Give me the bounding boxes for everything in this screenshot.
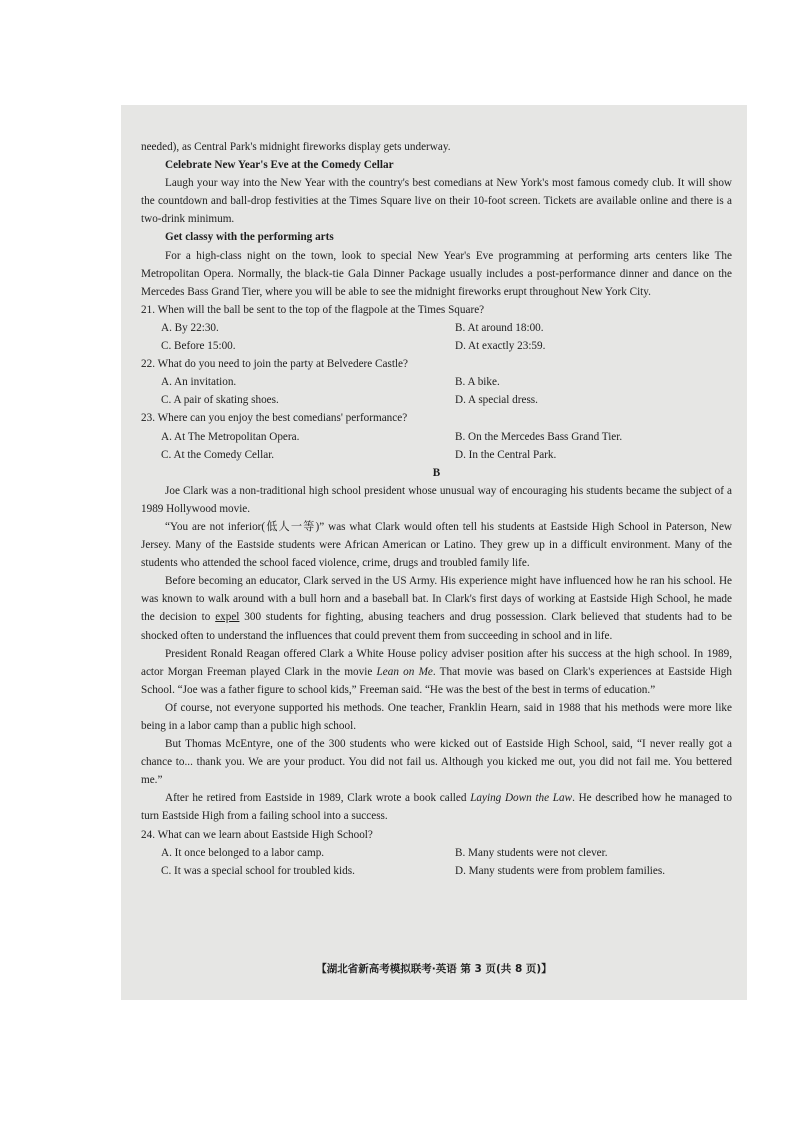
option-c: C. It was a special school for troubled kids. xyxy=(161,864,355,877)
heading-performing-arts: Get classy with the performing arts xyxy=(165,231,334,244)
movie-title: Lean on Me xyxy=(376,665,433,678)
heading-comedy-cellar: Celebrate New Year's Eve at the Comedy Cellar xyxy=(165,159,394,172)
option-b: B. On the Mercedes Bass Grand Tier. xyxy=(455,430,623,443)
option-b: B. A bike. xyxy=(455,376,500,389)
passage-b-paragraph-2: “You are not inferior(低人一等)” was what Clark would often tell his students at Eastside High School in Paterson, New Jersey. Many of the Eastside students were African American or Latino. They grew up in a difficult environment. Many of the students who attended the school faced violence, crime, drugs and troubled family life. xyxy=(141,520,732,570)
passage-b-paragraph-3 xyxy=(141,572,732,644)
option-d: D. Many students were from problem families. xyxy=(455,864,666,877)
question-22 xyxy=(141,355,732,409)
option-grid xyxy=(141,428,732,464)
paragraph-comedy-cellar: Laugh your way into the New Year with the country's best comedians at New York's most famous comedy club. It will show the countdown and ball-drop festivities at the Times Square live on their 10-foot screen. Tickets are available online and there is a two-drink minimum. xyxy=(141,177,732,226)
option-a: A. By 22:30. xyxy=(161,321,219,334)
option-b: B. At around 18:00. xyxy=(455,321,544,334)
page-footer: 【湖北省新高考模拟联考·英语 第 3 页(共 8 页)】 xyxy=(316,963,552,975)
option-grid xyxy=(141,319,732,355)
book-title: Laying Down the Law xyxy=(470,792,573,805)
question-stem: 22. What do you need to join the party at Belvedere Castle? xyxy=(141,358,408,371)
text-run: President Ronald Reagan offered Clark a White House policy adviser position after his success at the high school. In 1989, actor Morgan Freeman played Clark in the movie xyxy=(141,647,732,678)
passage-b-paragraph-6: But Thomas McEntyre, one of the 300 students who were kicked out of Eastside High School, said, “I never really got a chance to... thank you. We are your product. You did not fail us. Although you kicked me out, you did not fail me. You bettered me.” xyxy=(141,738,732,787)
option-a: A. At The Metropolitan Opera. xyxy=(161,430,300,443)
option-d: D. A special dress. xyxy=(455,394,538,407)
question-23 xyxy=(141,409,732,463)
option-d: D. In the Central Park. xyxy=(455,448,557,461)
question-stem: 23. Where can you enjoy the best comedians' performance? xyxy=(141,412,408,425)
section-label-b: B xyxy=(432,466,441,479)
option-a: A. An invitation. xyxy=(161,376,237,389)
text-run: 300 students for fighting, abusing teachers and drug possession. Clark believed that students had to be shocked often to understand the influences that could prevent them from succeeding in school and in life. xyxy=(141,611,732,642)
option-grid xyxy=(141,373,732,409)
question-21 xyxy=(141,301,732,355)
question-stem: 24. What can we learn about Eastside High School? xyxy=(141,828,373,841)
question-24 xyxy=(141,826,732,880)
passage-b-paragraph-1: Joe Clark was a non-traditional high school president whose unusual way of encouraging his students became the subject of a 1989 Hollywood movie. xyxy=(141,484,732,515)
question-stem: 21. When will the ball be sent to the top of the flagpole at the Times Square? xyxy=(141,303,485,316)
passage-b-paragraph-4 xyxy=(141,645,732,699)
option-d: D. At exactly 23:59. xyxy=(455,340,546,353)
passage-a-intro-tail: needed), as Central Park's midnight fireworks display gets underway. xyxy=(141,141,451,153)
exam-page xyxy=(121,105,747,1000)
option-a: A. It once belonged to a labor camp. xyxy=(161,846,325,859)
option-c: C. A pair of skating shoes. xyxy=(161,394,279,407)
option-grid xyxy=(141,844,732,880)
text-run: After he retired from Eastside in 1989, Clark wrote a book called xyxy=(165,792,471,805)
text-run: Before becoming an educator, Clark served in the US Army. His experience might have influenced how he ran his school. He was known to walk around with a bull horn and a baseball bat. In Clark's first days of working at Eastside High School, he made the decision to xyxy=(141,575,732,624)
paragraph-performing-arts: For a high-class night on the town, look to special New Year's Eve programming at performing arts centers like The Metropolitan Opera. Normally, the black-tie Gala Dinner Package usually includes a post-performance dinner and dance on the Mercedes Bass Grand Tier, where you will be able to see the midnight fireworks erupt throughout New York City. xyxy=(141,249,732,298)
passage-b-paragraph-7 xyxy=(141,789,732,825)
option-c: C. At the Comedy Cellar. xyxy=(161,448,275,461)
underlined-word-expel: expel xyxy=(215,611,240,624)
option-b: B. Many students were not clever. xyxy=(455,846,608,859)
text-run: . He described how he managed to turn Eastside High from a failing school into a success. xyxy=(141,792,732,823)
passage-b-paragraph-5: Of course, not everyone supported his methods. One teacher, Franklin Hearn, said in 1988 that his methods were more like being in a labor camp than a public high school. xyxy=(141,701,732,732)
option-c: C. Before 15:00. xyxy=(161,340,236,353)
text-run: . That movie was based on Clark's experiences at Eastside High School. “Joe was a father figure to school kids,” Freeman said. “He was the best of the best in terms of education.” xyxy=(141,665,732,696)
